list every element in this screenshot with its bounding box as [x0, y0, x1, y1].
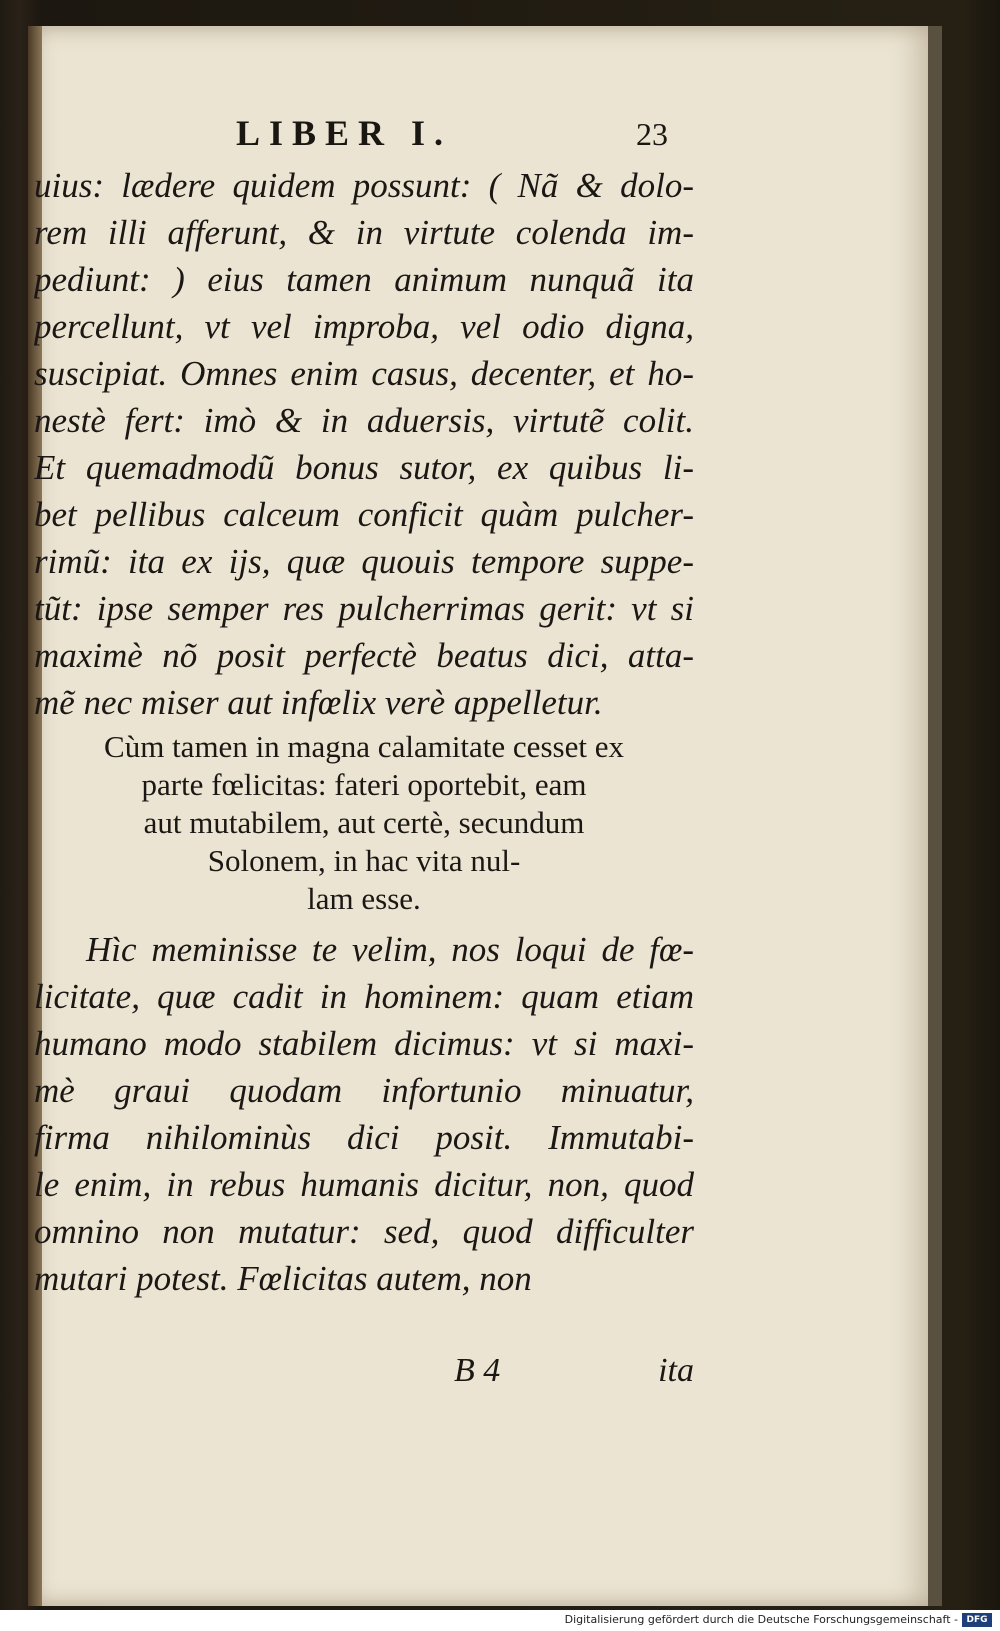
folio-number: 23 — [636, 116, 668, 152]
digitization-credit-bar — [0, 1610, 1000, 1631]
text-line: humano modo stabilem dicimus: vt si maxi- — [34, 1024, 694, 1063]
roman-summary-paragraph — [34, 728, 694, 918]
dfg-logo: DFG — [962, 1613, 992, 1627]
text-line: licitate, quæ cadit in hominem: quam etiam — [34, 977, 694, 1016]
text-line: mẽ nec miser aut infœlix verè appelletur. — [34, 683, 603, 722]
text-line: percellunt, vt vel improba, vel odio digna, — [34, 307, 694, 346]
text-line: bet pellibus calceum conficit quàm pulcher- — [34, 495, 694, 534]
text-line: Solonem, in hac vita nul- — [207, 843, 521, 878]
text-line: suscipiat. Omnes enim casus, decenter, et ho- — [34, 354, 694, 393]
credit-text: Digitalisierung gefördert durch die Deutsche Forschungsgemeinschaft - — [564, 1613, 958, 1626]
text-line: mutari potest. Fœlicitas autem, non — [34, 1259, 532, 1298]
text-line: tũt: ipse semper res pulcherrimas gerit: vt si — [34, 589, 694, 628]
catchword: ita — [658, 1352, 694, 1389]
running-head: LIBER I. — [236, 113, 453, 153]
text-line: rem illi afferunt, & in virtute colenda im- — [34, 213, 694, 252]
text-line: parte fœlicitas: fateri oportebit, eam — [141, 767, 587, 802]
italic-paragraph-1 — [34, 162, 694, 726]
text-line: Et quemadmodũ bonus sutor, ex quibus li- — [34, 448, 694, 487]
text-line: Hìc meminisse te velim, nos loqui de fœ- — [86, 930, 694, 969]
text-line: lam esse. — [307, 881, 421, 916]
text-line: pediunt: ) eius tamen animum nunquã ita — [34, 260, 694, 299]
text-line: mè graui quodam infortunio minuatur, — [34, 1071, 694, 1110]
text-line: nestè fert: imò & in aduersis, virtutẽ colit. — [34, 401, 694, 440]
signature-mark: B 4 — [454, 1352, 501, 1389]
text-line: firma nihilominùs dici posit. Immutabi- — [34, 1118, 694, 1157]
italic-paragraph-2 — [34, 926, 694, 1302]
text-line: rimũ: ita ex ijs, quæ quouis tempore suppe- — [34, 542, 694, 581]
text-line: aut mutabilem, aut certè, secundum — [143, 805, 585, 840]
text-line: maximè nõ posit perfectè beatus dici, atta- — [34, 636, 694, 675]
text-line: omnino non mutatur: sed, quod difficulter — [34, 1212, 694, 1251]
text-line: le enim, in rebus humanis dicitur, non, quod — [34, 1165, 694, 1204]
text-line: uius: lædere quidem possunt: ( Nã & dolo- — [34, 166, 694, 205]
text-line: Cùm tamen in magna calamitate cesset ex — [104, 729, 624, 764]
page-header — [0, 112, 1000, 162]
text-block — [34, 162, 694, 1302]
page-footer-line — [34, 1352, 694, 1402]
